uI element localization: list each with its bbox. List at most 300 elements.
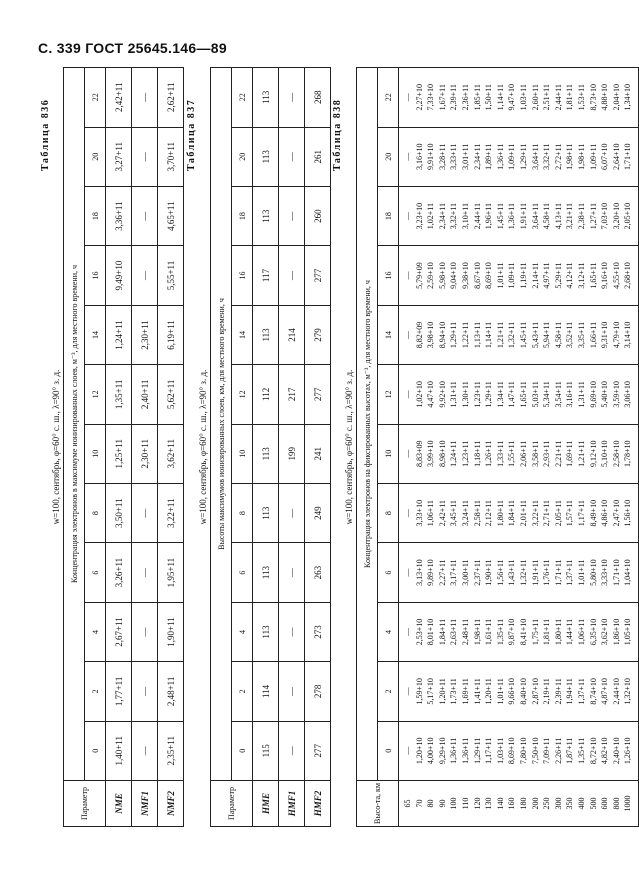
param-cell: HMF2 [305, 781, 331, 827]
hour-header: 22 [232, 68, 253, 128]
value-cell: 1,14+11 [484, 321, 494, 349]
value-cell: 1,78+10 [623, 440, 633, 468]
value-cell: 3,22+11 [530, 500, 540, 527]
value-cell: 8,98+10 [437, 440, 447, 468]
value-cell: 1,67+11 [437, 84, 447, 111]
hour-header: 10 [85, 424, 106, 483]
value-cell: 3,50+11 [106, 483, 132, 542]
value-column [399, 602, 639, 661]
value-cell: 1,84+11 [437, 618, 447, 646]
table-row [132, 68, 158, 827]
value-cell: 1,20+11 [437, 678, 447, 705]
value-cell: 5,94+11 [542, 321, 552, 349]
value-cell: — [403, 568, 412, 577]
value-cell: 1,24+11 [449, 440, 459, 467]
hour-header: 12 [85, 365, 106, 424]
value-cell: 113 [253, 483, 279, 542]
value-cell: 1,31+11 [449, 381, 459, 408]
value-cell: 1,29+11 [449, 321, 459, 349]
value-cell: 1,35+11 [106, 365, 132, 424]
value-cell: 8,83+09 [414, 440, 424, 468]
value-column [399, 305, 639, 364]
value-cell: 4,55+10 [611, 262, 621, 289]
value-cell: — [403, 93, 412, 102]
hour-header: 0 [378, 721, 399, 780]
value-cell: 113 [253, 602, 279, 661]
height-value: 500 [588, 797, 598, 810]
value-cell: 1,57+11 [565, 500, 575, 527]
value-cell: 1,81+11 [565, 84, 575, 111]
hour-header: 8 [378, 483, 399, 542]
value-cell: 1,13+11 [472, 321, 482, 349]
value-cell: 7,03+10 [600, 202, 610, 230]
value-cell: 1,36+11 [507, 203, 517, 230]
hour-header: 4 [232, 602, 253, 661]
value-cell: 2,72+11 [553, 143, 563, 170]
value-cell: 1,66+11 [588, 321, 598, 349]
value-cell: 2,44+11 [553, 84, 563, 111]
hour-header: 22 [378, 68, 399, 128]
table-837 [210, 67, 331, 827]
value-cell: 1,21+11 [495, 321, 505, 349]
value-cell: 2,51+11 [542, 84, 552, 111]
value-cell: 3,59+10 [611, 381, 621, 408]
value-cell: 1,75+11 [530, 618, 540, 646]
value-cell: 1,47+11 [507, 381, 517, 408]
value-cell: 1,43+11 [507, 559, 517, 586]
value-cell: — [403, 509, 412, 518]
value-cell: 3,62+11 [158, 424, 184, 483]
value-cell: 4,79+10 [611, 321, 621, 349]
value-cell: — [403, 449, 412, 458]
value-cell: 1,03+11 [518, 84, 528, 111]
value-cell: 3,24+11 [460, 500, 470, 527]
table-row [305, 68, 331, 827]
value-cell: — [403, 152, 412, 161]
height-value: 180 [518, 797, 528, 810]
value-cell: 1,09+11 [507, 262, 517, 289]
value-cell: — [132, 483, 158, 542]
value-cell: — [132, 127, 158, 186]
value-cell: 8,69+10 [507, 737, 517, 765]
group-header: Высоты максимумов ионизированных слоев, км, для местного времени, ч [211, 68, 232, 781]
value-cell: 4,82+10 [600, 737, 610, 765]
value-cell: 1,73+11 [449, 678, 459, 705]
value-cell: 3,33+10 [414, 499, 424, 527]
value-cell: 1,36+11 [449, 737, 459, 764]
value-cell: 3,35+11 [576, 321, 586, 349]
value-cell: 5,98+10 [437, 262, 447, 289]
hour-header: 10 [378, 424, 399, 483]
value-cell: 1,98+11 [472, 618, 482, 646]
value-cell: 3,00+11 [460, 559, 470, 586]
value-cell: 2,40+10 [611, 737, 621, 765]
value-cell: 3,32+11 [542, 143, 552, 170]
value-cell: 1,71+11 [553, 559, 563, 586]
value-cell: 1,71+10 [623, 143, 633, 170]
hour-header: 18 [85, 186, 106, 245]
value-cell: 1,91+11 [530, 559, 540, 586]
value-cell: 1,95+11 [158, 543, 184, 602]
value-cell: 2,06+11 [518, 440, 528, 467]
value-cell: 9,69+10 [588, 381, 598, 408]
value-cell: 3,20+10 [611, 202, 621, 230]
height-value: 100 [449, 797, 459, 810]
value-cell: 1,34+11 [495, 381, 505, 408]
value-column [399, 424, 639, 483]
value-cell: 1,29+11 [484, 381, 494, 408]
value-cell: 2,58+10 [611, 440, 621, 468]
value-cell: 3,28+11 [437, 143, 447, 170]
value-cell: 2,38+11 [576, 203, 586, 230]
value-cell: 2,59+10 [426, 262, 436, 289]
value-cell: 8,01+10 [426, 618, 436, 646]
value-cell: — [132, 246, 158, 305]
value-cell: 3,62+10 [600, 618, 610, 646]
hour-header: 20 [378, 127, 399, 186]
value-column [399, 127, 639, 186]
value-cell: — [279, 602, 305, 661]
value-cell: 1,86+10 [611, 618, 621, 646]
value-cell: — [403, 212, 412, 221]
value-cell: 1,06+11 [576, 618, 586, 646]
param-cell: NMF1 [132, 781, 158, 827]
value-cell: 1,55+11 [507, 440, 517, 467]
value-cell: 1,17+11 [484, 737, 494, 764]
hour-header: 22 [85, 68, 106, 128]
table-row [106, 68, 132, 827]
table-836-label: Таблица 836 [40, 98, 51, 171]
value-cell: 1,20+11 [484, 678, 494, 705]
value-cell: 1,29+11 [518, 143, 528, 170]
value-cell: 1,23+11 [460, 440, 470, 467]
height-value: 120 [472, 797, 482, 810]
value-cell: — [403, 687, 412, 696]
value-cell: 2,19+11 [542, 678, 552, 705]
value-cell: 1,61+11 [484, 618, 494, 646]
value-cell: — [132, 662, 158, 721]
value-cell: 2,12+11 [484, 500, 494, 527]
value-cell: 1,69+11 [565, 440, 575, 467]
value-cell: 1,87+11 [565, 737, 575, 764]
hour-header: 8 [85, 483, 106, 542]
value-cell: 1,36+11 [460, 737, 470, 764]
hour-header: 20 [232, 127, 253, 186]
value-cell: 113 [253, 424, 279, 483]
value-cell: 2,05+10 [623, 202, 633, 230]
value-cell: 261 [305, 127, 331, 186]
hour-header: 20 [85, 127, 106, 186]
value-cell: — [132, 68, 158, 128]
value-cell: 4,12+11 [565, 262, 575, 289]
value-cell: 3,45+11 [449, 500, 459, 527]
value-cell: 3,64+11 [530, 203, 540, 230]
hour-header: 6 [232, 543, 253, 602]
value-column [399, 68, 639, 128]
value-cell: 8,82+09 [414, 321, 424, 349]
value-cell: 6,35+10 [588, 618, 598, 646]
table-837-caption: w=100, сентябрь, φ=60° с. ш., λ=90° з. д. [198, 369, 208, 525]
value-cell: 3,21+11 [565, 203, 575, 230]
group-header: Концентрация электронов на фиксированных высотах, м⁻³, для местного времени, ч [357, 68, 378, 781]
value-cell: 115 [253, 721, 279, 780]
hour-header: 14 [378, 305, 399, 364]
value-cell: 3,98+10 [426, 321, 436, 349]
value-cell: 1,29+11 [472, 737, 482, 764]
value-cell: 1,09+11 [507, 143, 517, 170]
value-cell: 1,69+11 [460, 678, 470, 705]
value-cell: 1,22+11 [460, 321, 470, 349]
value-cell: 3,27+11 [106, 127, 132, 186]
value-column [399, 483, 639, 542]
value-cell: 5,03+11 [530, 381, 540, 408]
group-header: Концентрация электронов в максимуме ионизированных слоев, м⁻³, для местного времени, ч [64, 68, 85, 781]
height-value: 140 [495, 797, 505, 810]
value-cell: 4,00+10 [426, 737, 436, 765]
value-cell: 1,20+10 [414, 737, 424, 765]
value-cell: 5,79+09 [414, 262, 424, 289]
param-header: Параметр [211, 781, 253, 827]
value-cell: 1,26+10 [623, 737, 633, 765]
value-cell: 1,30+11 [460, 381, 470, 408]
value-cell: 3,33+10 [600, 559, 610, 586]
value-cell: 1,41+11 [472, 678, 482, 705]
value-cell: 2,53+10 [414, 618, 424, 646]
value-cell: 1,90+11 [484, 559, 494, 586]
hour-header: 2 [85, 662, 106, 721]
value-cell: 2,01+11 [518, 500, 528, 527]
height-value: 250 [542, 797, 552, 810]
table-837-label: Таблица 837 [186, 98, 197, 171]
value-cell: 9,12+10 [588, 440, 598, 468]
value-cell: 4,87+10 [600, 678, 610, 705]
value-cell: 1,90+11 [158, 602, 184, 661]
value-column [399, 246, 639, 305]
table-row [253, 68, 279, 827]
value-cell: 8,73+10 [588, 84, 598, 111]
value-cell: 3,06+10 [623, 381, 633, 408]
value-cell: 278 [305, 662, 331, 721]
value-cell: 6,07+10 [600, 143, 610, 170]
value-cell: 1,04+10 [623, 559, 633, 586]
hour-header: 6 [85, 543, 106, 602]
value-cell: 3,33+11 [449, 143, 459, 170]
value-cell: 1,02+11 [426, 203, 436, 230]
value-cell: 2,67+11 [106, 602, 132, 661]
value-cell: 7,33+10 [426, 84, 436, 111]
value-cell: 1,80+11 [495, 500, 505, 527]
value-cell: 2,35+11 [158, 721, 184, 780]
hour-header: 16 [85, 246, 106, 305]
value-cell: 113 [253, 543, 279, 602]
value-cell: 2,05+11 [553, 500, 563, 527]
value-cell: 6,19+11 [158, 305, 184, 364]
value-cell: 3,14+10 [623, 321, 633, 349]
value-cell: 9,47+10 [507, 84, 517, 111]
height-value: 800 [611, 797, 621, 810]
height-column [399, 781, 639, 827]
value-cell: 7,80+10 [518, 737, 528, 765]
value-cell: 2,47+10 [611, 499, 621, 527]
value-cell: 8,41+10 [518, 618, 528, 646]
value-column [399, 543, 639, 602]
value-cell: 2,48+11 [158, 662, 184, 721]
value-cell: — [279, 186, 305, 245]
value-cell: 1,34+10 [623, 84, 633, 111]
value-cell: 117 [253, 246, 279, 305]
value-cell: 9,87+10 [507, 618, 517, 646]
param-header: Параметр [64, 781, 106, 827]
hour-header: 14 [232, 305, 253, 364]
hour-header: 16 [232, 246, 253, 305]
value-cell: 1,98+11 [565, 143, 575, 170]
value-cell: 1,53+11 [576, 84, 586, 111]
value-cell: 1,77+11 [106, 662, 132, 721]
height-value: 160 [507, 797, 517, 810]
value-cell: 113 [253, 68, 279, 128]
value-cell: 3,13+10 [414, 559, 424, 586]
table-row [279, 68, 305, 827]
value-cell: 5,55+11 [158, 246, 184, 305]
value-cell: 1,65+11 [518, 381, 528, 408]
value-cell: 8,74+10 [588, 678, 598, 705]
value-cell: 2,58+11 [472, 500, 482, 527]
value-cell: 1,94+11 [565, 678, 575, 705]
value-cell: 2,26+11 [553, 737, 563, 764]
height-value: 600 [600, 797, 610, 810]
value-cell: 1,01+11 [495, 262, 505, 289]
height-value: 110 [460, 797, 470, 810]
value-cell: 2,42+11 [106, 68, 132, 128]
value-cell: 1,32+11 [507, 321, 517, 349]
value-cell: 1,44+11 [565, 618, 575, 646]
value-cell: 2,44+11 [472, 203, 482, 230]
value-cell: 3,17+11 [449, 559, 459, 586]
value-cell: 5,80+10 [588, 559, 598, 586]
value-cell: 7,50+10 [530, 737, 540, 765]
value-cell: 2,27+11 [437, 559, 447, 586]
param-cell: HME [253, 781, 279, 827]
value-cell: 4,47+10 [426, 381, 436, 408]
value-cell: 9,04+10 [449, 262, 459, 289]
value-cell: 8,49+10 [588, 499, 598, 527]
value-cell: 5,10+10 [600, 440, 610, 468]
value-cell: — [279, 543, 305, 602]
value-cell: 5,62+11 [158, 365, 184, 424]
value-cell: 3,12+11 [576, 262, 586, 289]
value-cell: 3,01+11 [460, 143, 470, 170]
hour-header: 6 [378, 543, 399, 602]
height-value: 90 [437, 799, 447, 808]
value-cell: 5,17+10 [426, 678, 436, 705]
value-cell: 2,21+11 [553, 440, 563, 467]
value-cell: 1,65+11 [588, 262, 598, 289]
value-cell: 9,49+10 [106, 246, 132, 305]
value-cell: 1,21+11 [576, 440, 586, 467]
value-cell: 1,56+11 [495, 559, 505, 586]
hour-header: 14 [85, 305, 106, 364]
value-cell: 8,67+10 [472, 262, 482, 289]
value-cell: 2,04+10 [611, 84, 621, 111]
value-cell: 1,32+11 [518, 559, 528, 586]
value-cell: 9,29+10 [437, 737, 447, 765]
value-cell: 1,71+10 [611, 559, 621, 586]
hour-header: 0 [85, 721, 106, 780]
value-column [399, 365, 639, 424]
value-cell: 3,26+11 [106, 543, 132, 602]
value-cell: 1,06+11 [426, 500, 436, 527]
value-cell: 1,80+11 [553, 618, 563, 646]
value-cell: 4,97+11 [542, 262, 552, 289]
hour-header: 4 [378, 602, 399, 661]
value-cell: — [403, 390, 412, 399]
value-cell: 1,14+11 [495, 84, 505, 111]
hour-header: 0 [232, 721, 253, 780]
value-cell: 1,81+11 [542, 618, 552, 646]
hour-header: 4 [85, 602, 106, 661]
value-cell: — [403, 330, 412, 339]
value-cell: 4,58+11 [553, 321, 563, 349]
value-cell: 2,39+11 [449, 84, 459, 111]
height-value: 65 [403, 799, 412, 808]
hour-header: 2 [378, 662, 399, 721]
value-cell: 2,34+11 [437, 203, 447, 230]
param-cell: NMF2 [158, 781, 184, 827]
table-836 [63, 67, 184, 827]
value-cell: 3,64+11 [530, 143, 540, 170]
table-row [158, 68, 184, 827]
hour-header: 8 [232, 483, 253, 542]
value-cell: — [279, 246, 305, 305]
value-cell: 3,36+11 [106, 186, 132, 245]
value-cell: 2,44+10 [611, 678, 621, 705]
value-cell: 5,40+10 [600, 381, 610, 408]
value-cell: 9,31+10 [600, 321, 610, 349]
value-cell: 3,70+11 [158, 127, 184, 186]
value-cell: 1,18+11 [472, 440, 482, 467]
hour-header: 18 [378, 186, 399, 245]
value-cell: 277 [305, 365, 331, 424]
value-cell: 1,24+11 [106, 305, 132, 364]
value-cell: 273 [305, 602, 331, 661]
height-value: 80 [426, 799, 436, 808]
value-cell: 1,26+11 [484, 440, 494, 467]
value-cell: 2,93+11 [542, 440, 552, 467]
height-value: 400 [576, 797, 586, 810]
height-value: 130 [484, 797, 494, 810]
value-cell: 2,71+11 [542, 500, 552, 527]
value-cell: 2,68+10 [623, 262, 633, 289]
value-cell: 1,23+11 [472, 381, 482, 408]
table-838-caption: w=100, сентябрь, φ=60° с. ш., λ=90° з. д. [344, 369, 354, 525]
value-cell: 5,29+11 [553, 262, 563, 289]
value-cell: 3,54+11 [553, 381, 563, 408]
value-cell: — [132, 721, 158, 780]
value-cell: 2,14+11 [530, 262, 540, 289]
value-cell: 277 [305, 246, 331, 305]
hour-header: 16 [378, 246, 399, 305]
value-cell: 2,39+11 [553, 678, 563, 705]
value-cell: 1,32+10 [623, 678, 633, 705]
height-value: 350 [565, 797, 575, 810]
value-cell: 1,40+11 [106, 721, 132, 780]
value-cell: 279 [305, 305, 331, 364]
value-cell: — [403, 271, 412, 280]
value-cell: 2,48+11 [460, 618, 470, 646]
value-cell: 1,03+11 [495, 737, 505, 764]
value-cell: 277 [305, 721, 331, 780]
value-cell: 1,01+11 [495, 678, 505, 705]
